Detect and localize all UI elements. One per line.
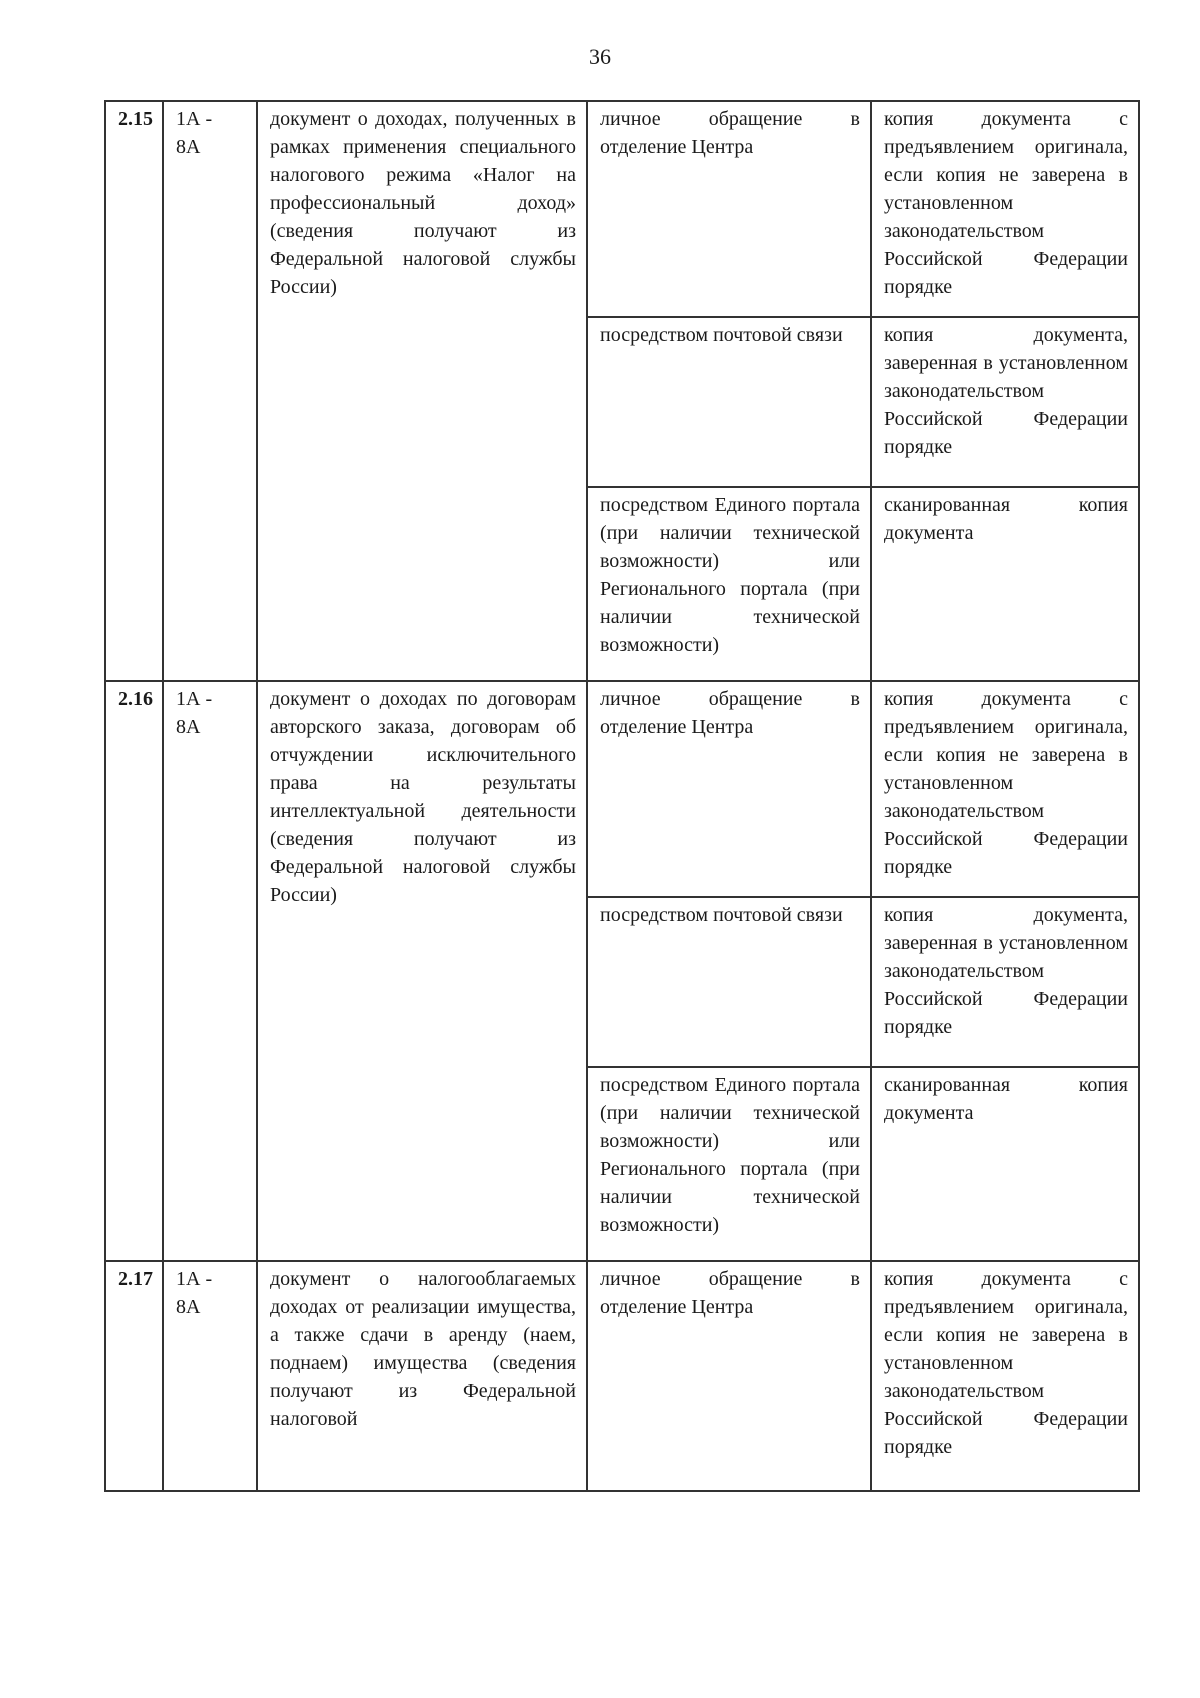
- submission-way: посредством Единого портала (при наличии технической возможности) или Регионального портала (при наличии технической возможности): [587, 1067, 871, 1261]
- submission-way: посредством почтовой связи: [587, 317, 871, 487]
- category-cell: 1А - 8А: [163, 681, 257, 1261]
- document-name: документ о доходах по договорам авторского заказа, договорам об отчуждении исключительного права на результаты интеллектуальной деятельности (сведения получают из Федеральной налоговой службы России): [257, 681, 587, 1261]
- submission-way: посредством Единого портала (при наличии технической возможности) или Регионального портала (при наличии технической возможности): [587, 487, 871, 681]
- category-cell: 1А - 8А: [163, 101, 257, 681]
- submission-way: личное обращение в отделение Центра: [587, 681, 871, 897]
- document-form: копия документа с предъявлением оригинала, если копия не заверена в установленном законодательством Российской Федерации порядке: [871, 101, 1139, 317]
- row-number: 2.17: [105, 1261, 163, 1491]
- table-row: [105, 1261, 1139, 1491]
- document-form: копия документа с предъявлением оригинала, если копия не заверена в установленном законодательством Российской Федерации порядке: [871, 681, 1139, 897]
- row-number: 2.15: [105, 101, 163, 681]
- category-cell: 1А - 8А: [163, 1261, 257, 1491]
- document-form: сканированная копия документа: [871, 487, 1139, 681]
- documents-table: [104, 100, 1140, 1492]
- submission-way: личное обращение в отделение Центра: [587, 101, 871, 317]
- document-form: копия документа, заверенная в установленном законодательством Российской Федерации порядке: [871, 317, 1139, 487]
- document-form: копия документа с предъявлением оригинала, если копия не заверена в установленном законодательством Российской Федерации порядке: [871, 1261, 1139, 1491]
- document-name: документ о налогооблагаемых доходах от реализации имущества, а также сдачи в аренду (наем, поднаем) имущества (сведения получают из Федеральной налоговой: [257, 1261, 587, 1491]
- table-row: [105, 681, 1139, 897]
- document-form: сканированная копия документа: [871, 1067, 1139, 1261]
- page-number: 36: [589, 44, 611, 69]
- table-row: [105, 101, 1139, 317]
- document-name: документ о доходах, полученных в рамках применения специального налогового режима «Налог на профессиональный доход» (сведения получают из Федеральной налоговой службы России): [257, 101, 587, 681]
- submission-way: личное обращение в отделение Центра: [587, 1261, 871, 1491]
- document-form: копия документа, заверенная в установленном законодательством Российской Федерации порядке: [871, 897, 1139, 1067]
- row-number: 2.16: [105, 681, 163, 1261]
- submission-way: посредством почтовой связи: [587, 897, 871, 1067]
